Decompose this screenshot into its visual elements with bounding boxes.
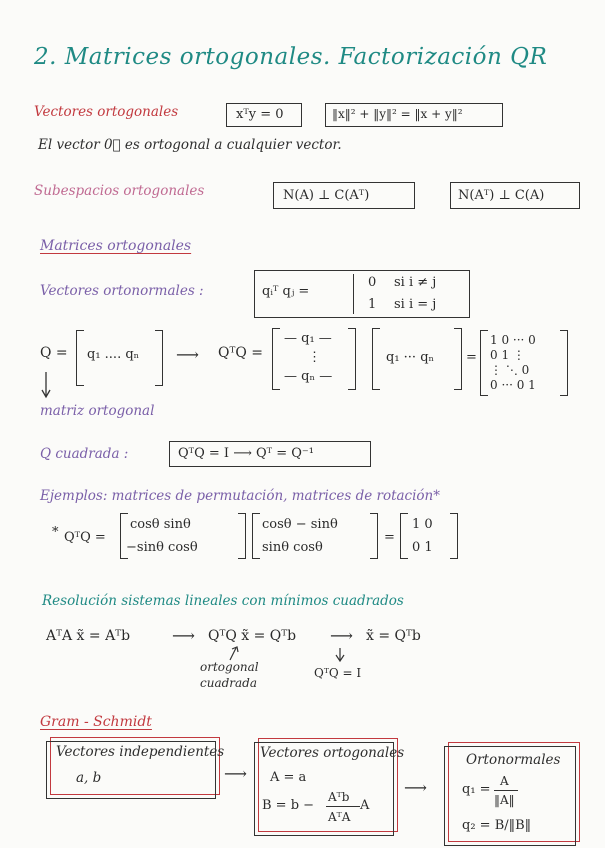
- minimos-eq3: x̃ = Qᵀb: [366, 628, 421, 644]
- gram-heading: Gram - Schmidt: [40, 714, 152, 730]
- gram-box2-fraction-bar: [326, 806, 360, 807]
- arrow-right-icon-5: ⟶: [404, 778, 427, 797]
- qt-row-2: ⋮: [308, 350, 321, 365]
- gram-box1-body: a, b: [76, 770, 102, 786]
- q-cuadrada-eq: QᵀQ = I ⟶ Qᵀ = Q⁻¹: [178, 446, 314, 461]
- rot1-row-2: −sinθ cosθ: [126, 540, 198, 555]
- ejemplos-text: Ejemplos: matrices de permutación, matrices de rotación*: [40, 488, 441, 504]
- rot-equals: =: [384, 530, 395, 545]
- case2-val: 1: [368, 297, 377, 312]
- gram-box3-title: Ortonormales: [466, 752, 561, 768]
- minimos-note-cuadrada: cuadrada: [200, 676, 258, 690]
- case2-cond: si i = j: [394, 297, 437, 312]
- gram-box2-title: Vectores ortogonales: [260, 745, 405, 761]
- subesp-eq2: N(Aᵀ) ⊥ C(A): [458, 188, 545, 203]
- minimos-eq2: QᵀQ x̃ = Qᵀb: [208, 628, 297, 644]
- arrow-right-icon: ⟶: [176, 345, 199, 364]
- gram-box2-line2b: A: [360, 798, 370, 813]
- subesp-eq1: N(A) ⊥ C(Aᵀ): [283, 188, 370, 203]
- gram-box3-fraction-bar: [494, 790, 518, 791]
- q-cols: q₁ .... qₙ: [87, 347, 140, 362]
- id-row-2: 0 1 ⋮: [490, 348, 525, 362]
- id2-row-2: 0 1: [412, 540, 433, 555]
- id2-row-1: 1 0: [412, 517, 433, 532]
- ejemplos-star: *: [52, 525, 59, 540]
- rot1-row-1: cosθ sinθ: [130, 517, 191, 532]
- rot2-row-1: cosθ − sinθ: [262, 517, 338, 532]
- q-lhs: Q =: [40, 345, 68, 361]
- gram-box3-line1a: q₁ =: [462, 782, 491, 797]
- arrow-right-icon-3: ⟶: [330, 626, 353, 645]
- gram-box1-title: Vectores independientes: [56, 744, 225, 760]
- gram-box2-line2a: B = b −: [262, 798, 315, 813]
- q2-cols: q₁ ··· qₙ: [386, 350, 435, 365]
- rot2-row-2: sinθ cosθ: [262, 540, 323, 555]
- gram-box2-line1: A = a: [270, 770, 307, 785]
- gram-box3-den: ‖A‖: [494, 793, 515, 807]
- minimos-heading: Resolución sistemas lineales con mínimos cuadrados: [42, 593, 404, 609]
- qtq-lhs: QᵀQ =: [218, 345, 264, 361]
- id-row-1: 1 0 ··· 0: [490, 333, 536, 347]
- gram-box2-den: AᵀA: [328, 810, 351, 824]
- page-title: 2. Matrices ortogonales. Factorización QR: [34, 44, 548, 70]
- matriz-ortogonal-note: matriz ortogonal: [40, 403, 155, 419]
- case1-val: 0: [368, 275, 377, 290]
- id-row-4: 0 ··· 0 1: [490, 378, 536, 392]
- mat-ortog-heading: Matrices ortogonales: [40, 238, 192, 254]
- minimos-note-qtq: QᵀQ = I: [314, 666, 362, 680]
- qt-row-3: — qₙ —: [284, 369, 333, 384]
- arrow-right-icon-4: ⟶: [224, 764, 247, 783]
- gram-box3-line2: q₂ = B/‖B‖: [462, 818, 532, 833]
- gram-box3-num: A: [500, 774, 509, 788]
- vec-ortonorm-label: Vectores ortonormales :: [40, 283, 204, 299]
- minimos-eq1: AᵀA x̃ = Aᵀb: [46, 628, 131, 644]
- vec-ortog-eq1: xᵀy = 0: [236, 107, 284, 122]
- equals-sign: =: [466, 350, 477, 365]
- qq-expr: qᵢᵀ qⱼ =: [262, 284, 310, 299]
- q-cuadrada-label: Q cuadrada :: [40, 446, 129, 462]
- vec-ortog-label: Vectores ortogonales: [34, 104, 179, 120]
- case1-cond: si i ≠ j: [394, 275, 437, 290]
- gram-box2-num: Aᵀb: [328, 790, 350, 804]
- vec-ortog-note: El vector 0⃗ es ortogonal a cualquier vector.: [38, 137, 342, 153]
- id-row-3: ⋮ ⋱ 0: [490, 363, 530, 377]
- qt-row-1: — q₁ —: [284, 331, 332, 346]
- subesp-label: Subespacios ortogonales: [34, 183, 205, 199]
- minimos-note-ortogonal: ortogonal: [200, 660, 259, 674]
- vec-ortog-eq2: ‖x‖² + ‖y‖² = ‖x + y‖²: [332, 107, 463, 121]
- rot-lhs: QᵀQ =: [64, 530, 106, 545]
- arrow-right-icon-2: ⟶: [172, 626, 195, 645]
